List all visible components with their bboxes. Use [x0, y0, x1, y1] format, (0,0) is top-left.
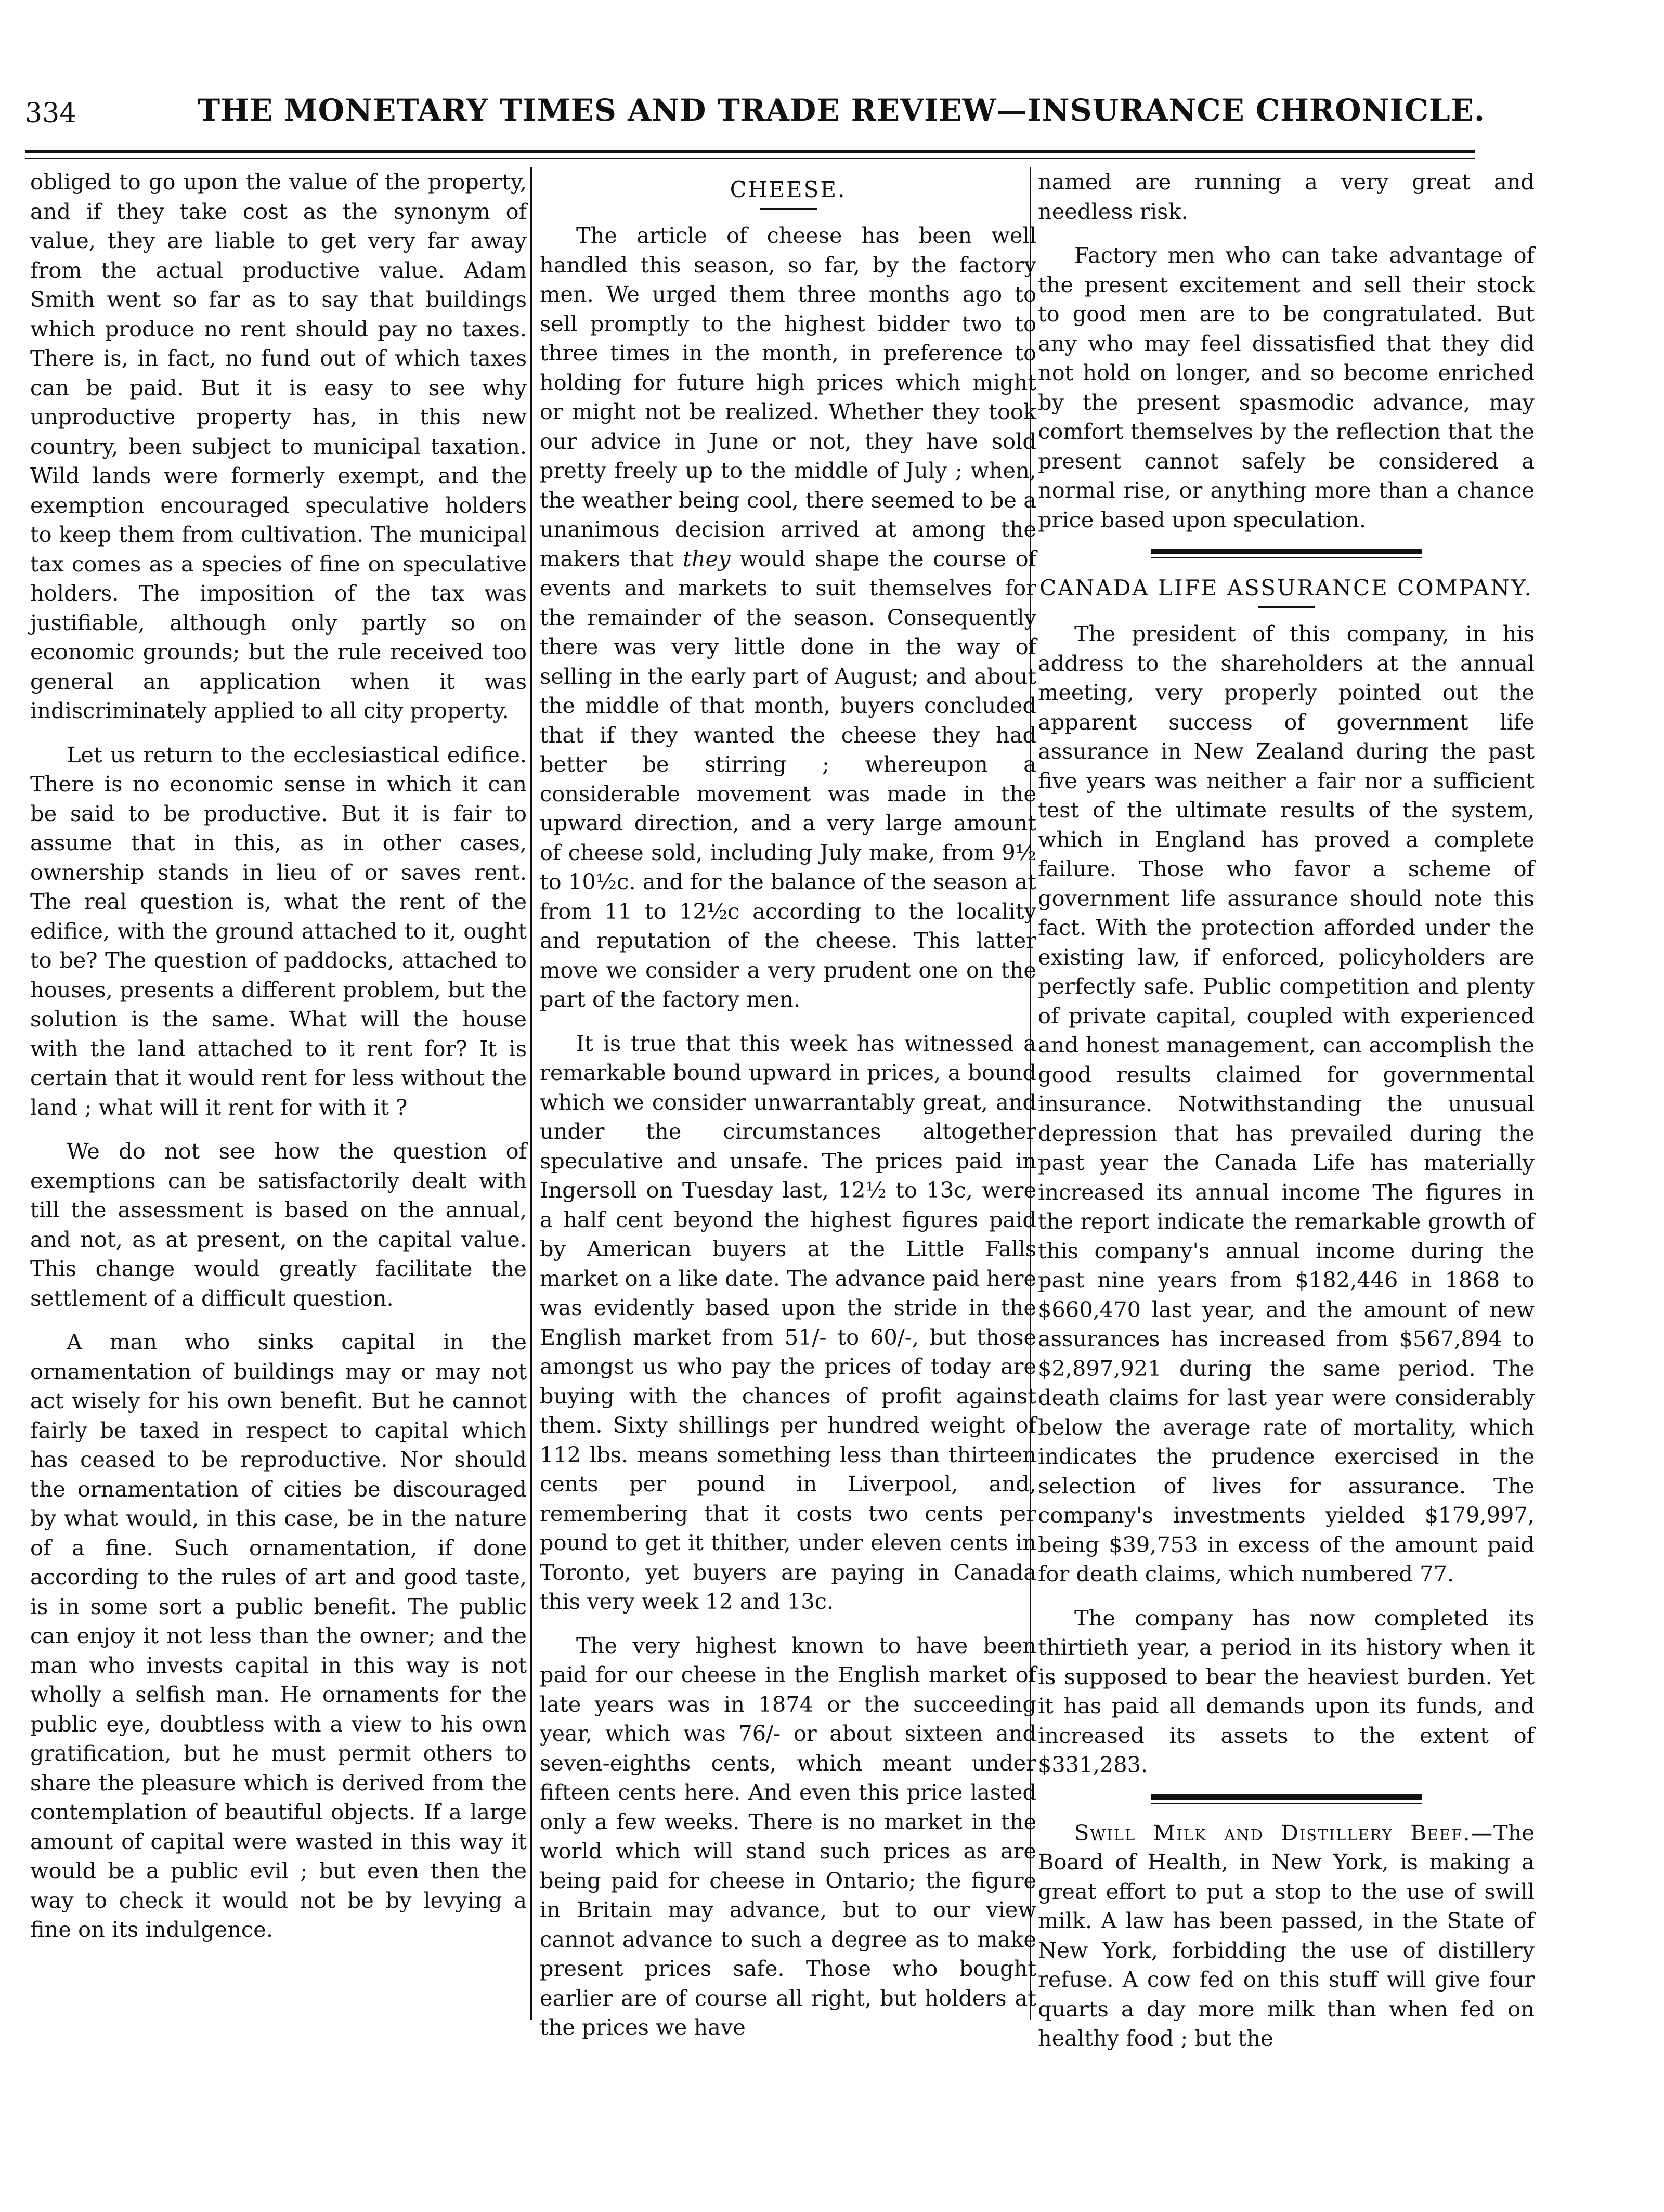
col2-p1-text-a: The article of cheese has been well handled this season, so far, by the factory men. We urged them three months ago to sell promptly to the highest bidder two to three times in the month, in preference to holding for future high prices which might or might not be realized. Whether they took our advice in June or not, they have sold pretty freely up to the middle of July ; when, the weather being cool, there seemed to be a unanimous decision arrived at among the makers that	[540, 223, 1036, 571]
canada-life-heading: CANADA LIFE ASSURANCE COMPANY.	[1039, 575, 1533, 601]
running-head-title: THE MONETARY TIMES AND TRADE REVIEW—INSURANCE CHRONICLE.	[198, 93, 1486, 128]
col3-paragraph-5	[1038, 1818, 1535, 2053]
col3-p5-text: The Board of Health, in New York, is making a great effort to put a stop to the use of swill milk. A law has been passed, in the State of New York, forbidding the use of distillery refuse. A cow fed on this stuff will give four quarts a day more milk than when fed on healthy food ; but the	[1038, 1819, 1535, 2051]
column-1	[30, 167, 527, 2019]
column-3	[1038, 167, 1535, 2051]
column-divider-1	[530, 167, 532, 2020]
cheese-heading: CHEESE.	[730, 177, 847, 202]
section-rule-thick	[1151, 549, 1422, 554]
section-rule-thick-2	[1151, 1794, 1422, 1800]
col2-paragraph-3: The very highest known to have been paid for our cheese in the English market of late years was in 1874 or the succeeding year, which was 76/- or about sixteen and seven-eighths cents, which meant under fifteen cents here. And even this price lasted only a few weeks. There is no market in the world which will stand such prices as are being paid for cheese in Ontario; the figure in Britain may advance, but to our view cannot advance to such a degree as to make present prices safe. Those who bought earlier are of course all right, but holders at the prices we have	[540, 1632, 1036, 2040]
header-rule-thick	[25, 150, 1475, 153]
section-rule-thin-2	[1151, 1803, 1422, 1804]
page-number: 334	[25, 98, 77, 129]
col1-paragraph-1: obliged to go upon the value of the property, and if they take cost as the synonym of value, they are liable to get very far away from the actual productive value. Adam Smith went so far as to say that buildings which produce no rent should pay no taxes. There is, in fact, no fund out of which taxes can be paid. But it is easy to see why unproductive property has, in this new country, been subject to municipal taxation. Wild lands were formerly exempt, and the exemption encouraged speculative holders to keep them from cultivation. The municipal tax comes as a species of fine on speculative holders. The imposition of the tax was justifiable, although only partly so on economic grounds; but the rule received too general an application when it was indiscriminately applied to all city property.	[30, 169, 527, 723]
section-rule-thin	[1151, 557, 1422, 558]
col1-paragraph-3: We do not see how the question of exemptions can be satisfactorily dealt with till the assessment is based on the annual, and not, as at present, on the capital value. This change would greatly facilitate the settlement of a difficult question.	[30, 1138, 527, 1311]
col1-paragraph-2: Let us return to the ecclesiastical edifice. There is no economic sense in which it can be said to be productive. But it is fair to assume that in this, as in other cases, ownership stands in lieu of or saves rent. The real question is, what the rent of the edifice, with the ground attached to it, ought to be? The question of paddocks, attached to houses, presents a different problem, but the solution is the same. What will the house with the land attached to it rent for? It is certain that it would rent for less without the land ; what will it rent for with it ?	[30, 741, 527, 1120]
header-rule-thin	[25, 158, 1475, 159]
heading-rule	[1258, 606, 1315, 608]
col1-paragraph-4: A man who sinks capital in the ornamentation of buildings may or may not act wisely for his own benefit. But he cannot fairly be taxed in respect to capital which has ceased to be reproductive. Nor should the ornamentation of cities be discouraged by what would, in this case, be in the nature of a fine. Such ornamentation, if done according to the rules of art and good taste, is in some sort a public benefit. The public can enjoy it not less than the owner; and the man who invests capital in this way is not wholly a selfish man. He ornaments for the public eye, doubtless with a view to his own gratification, but he must permit others to share the pleasure which is derived from the contemplation of beautiful objects. If a large amount of capital were wasted in this way it would be a public evil ; but even then the way to check it would not be by levying a fine on its indulgence.	[30, 1329, 527, 1942]
column-2	[540, 167, 1036, 2040]
col2-p1-italic: they	[683, 545, 731, 571]
col2-p1-text-b: would shape the course of events and markets to suit themselves for the remainder of the season. Consequently there was very little done in the way of selling in the early part of August; and about the middle of that month, buyers concluded that if they wanted the cheese they had better be stirring ; whereupon a considerable movement was made in the upward direction, and a very large amount of cheese sold, including July make, from 9½ to 10½c. and for the balance of the season at from 11 to 12½c according to the locality and reputation of the cheese. This latter move we consider a very prudent one on the part of the factory men.	[540, 545, 1036, 1012]
heading-rule	[760, 208, 817, 210]
swill-milk-lead: Swill Milk and Distillery Beef.—	[1074, 1819, 1494, 1845]
col3-paragraph-3: The president of this company, in his address to the shareholders at the annual meeting, very properly pointed out the apparent success of government life assurance in New Zealand during the past five years was neither a fair nor a sufficient test of the ultimate results of the system, which in England has proved a complete failure. Those who favor a scheme of government life assurance should note this fact. With the protection afforded under the existing law, if enforced, policyholders are perfectly safe. Public competition and plenty of private capital, coupled with experienced and honest management, can accomplish the good results claimed for governmental insurance. Notwithstanding the unusual depression that has prevailed during the past year the Canada Life has materially increased its annual income The figures in the report indicate the remarkable growth of this company's annual income during the past nine years from $182,446 in 1868 to $660,470 last year, and the amount of new assurances has increased from $567,894 to $2,897,921 during the same period. The death claims for last year were considerably below the average rate of mortality, which indicates the prudence exercised in the selection of lives for assurance. The company's investments yielded $179,997, being $39,753 in excess of the amount paid for death claims, which numbered 77.	[1038, 621, 1535, 1586]
col3-paragraph-1: named are running a very great and needless risk.	[1038, 169, 1535, 224]
col3-paragraph-2: Factory men who can take advantage of the present excitement and sell their stock to good men are to be congratulated. But any who may feel dissatisfied that they did not hold on longer, and so become enriched by the present spasmodic advance, may comfort themselves by the reflection that the present cannot safely be considered a normal rise, or anything more than a chance price based upon speculation.	[1038, 242, 1535, 532]
col3-paragraph-4: The company has now completed its thirtieth year, a period in its history when it is supposed to bear the heaviest burden. Yet it has paid all demands upon its funds, and increased its assets to the extent of $331,283.	[1038, 1605, 1535, 1777]
col2-paragraph-2: It is true that this week has witnessed a remarkable bound upward in prices, a bound which we consider unwarrantably great, and under the circumstances altogether speculative and unsafe. The prices paid in Ingersoll on Tuesday last, 12½ to 13c, were a half cent beyond the highest figures paid by American buyers at the Little Falls market on a like date. The advance paid here was evidently based upon the stride in the English market from 51/- to 60/-, but those amongst us who pay the prices of today are buying with the chances of profit against them. Sixty shillings per hundred weight of 112 lbs. means something less than thirteen cents per pound in Liverpool, and, remembering that it costs two cents per pound to get it thither, under eleven cents in Toronto, yet buyers are paying in Canada this very week 12 and 13c.	[540, 1030, 1036, 1614]
col2-paragraph-1	[540, 221, 1036, 1014]
